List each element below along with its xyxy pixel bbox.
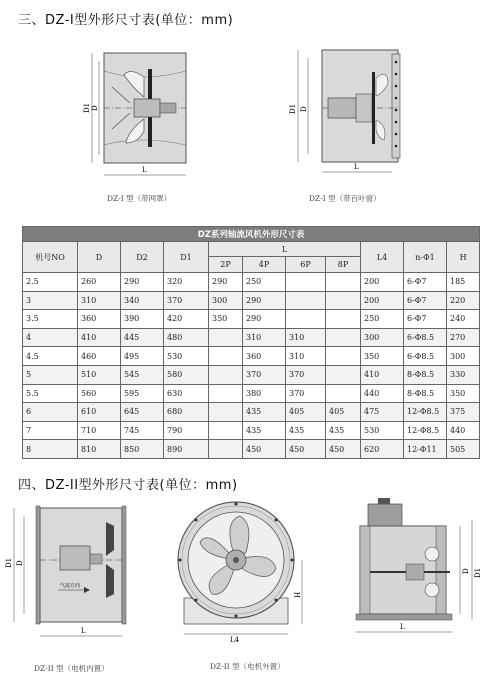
table-cell (326, 310, 361, 329)
fig2-dim-d1: D1 (289, 103, 297, 114)
table-cell: 270 (447, 328, 480, 347)
table-cell: 580 (164, 365, 209, 384)
table-cell: 435 (243, 403, 286, 422)
table-cell (209, 403, 243, 422)
fig2-dim-d: D (300, 106, 308, 112)
table-row (23, 440, 480, 459)
col-header-d1: D1 (164, 242, 209, 273)
table-cell: 6-Φ7 (404, 310, 447, 329)
table-cell: 370 (164, 291, 209, 310)
table-cell (326, 384, 361, 403)
table-cell: 5 (23, 365, 78, 384)
table-cell: 12-Φ8.5 (404, 403, 447, 422)
table-cell (326, 291, 361, 310)
table-cell: 290 (243, 310, 286, 329)
table-cell: 445 (121, 328, 164, 347)
table-cell: 630 (164, 384, 209, 403)
table-cell (326, 347, 361, 366)
table-cell: 360 (78, 310, 121, 329)
table-cell (209, 421, 243, 440)
table-cell: 450 (243, 440, 286, 459)
table-cell: 350 (361, 347, 404, 366)
table-cell: 360 (243, 347, 286, 366)
table-cell: 350 (447, 384, 480, 403)
table-row (23, 421, 480, 440)
table-cell: 250 (243, 273, 286, 292)
table-cell: 460 (78, 347, 121, 366)
table-cell: 6-Φ7 (404, 291, 447, 310)
table-cell: 530 (361, 421, 404, 440)
table-cell: 310 (286, 328, 326, 347)
col-header-h: H (447, 242, 480, 273)
section-heading-dz2: 四、DZ-II型外形尺寸表(单位：mm) (18, 478, 238, 493)
table-row (23, 403, 480, 422)
table-title: DZ系列轴流风机外形尺寸表 (23, 227, 480, 242)
col-header-l: L (209, 242, 361, 257)
col-header-6p: 6P (286, 257, 326, 273)
table-cell: 7 (23, 421, 78, 440)
fig1-caption: DZ-I 型（带网罩） (107, 194, 172, 203)
section-heading-dz1: 三、DZ-I型外形尺寸表(单位：mm) (18, 13, 234, 28)
table-cell: 850 (121, 440, 164, 459)
fig4-caption: DZ-II 型（电机外置） (210, 662, 285, 671)
table-cell: 4.5 (23, 347, 78, 366)
table-cell: 300 (447, 347, 480, 366)
fig3-dim-d1: D1 (5, 557, 13, 568)
table-cell: 530 (164, 347, 209, 366)
airflow-label: 气流方向 (60, 583, 81, 589)
figure-dz1-louver (284, 44, 414, 184)
table-cell: 405 (286, 403, 326, 422)
table-cell: 405 (326, 403, 361, 422)
fig3-dim-d: D (16, 560, 24, 566)
fig1-dim-d: D (91, 105, 99, 111)
fig5-dim-l: L (400, 623, 405, 631)
table-row (23, 365, 480, 384)
figure-dz2-side (342, 494, 492, 644)
table-cell: 8-Φ8.5 (404, 384, 447, 403)
table-cell: 300 (361, 328, 404, 347)
table-cell: 410 (78, 328, 121, 347)
table-cell: 410 (361, 365, 404, 384)
table-cell: 12-Φ11 (404, 440, 447, 459)
table-cell: 185 (447, 273, 480, 292)
fig5-dim-d1: D1 (474, 567, 482, 578)
table-cell: 300 (209, 291, 243, 310)
table-cell: 435 (243, 421, 286, 440)
table-cell: 560 (78, 384, 121, 403)
fig3-dim-l: L (81, 627, 86, 635)
table-cell: 340 (121, 291, 164, 310)
fig2-caption: DZ-I 型（带百叶窗） (309, 194, 381, 203)
fig1-dim-d1: D1 (83, 102, 91, 113)
table-cell (209, 365, 243, 384)
table-cell (209, 347, 243, 366)
table-cell: 420 (164, 310, 209, 329)
table-row (23, 347, 480, 366)
table-cell: 6-Φ7 (404, 273, 447, 292)
table-cell: 710 (78, 421, 121, 440)
table-cell: 390 (121, 310, 164, 329)
table-cell: 435 (286, 421, 326, 440)
table-cell: 610 (78, 403, 121, 422)
table-row (23, 310, 480, 329)
figure-dz2-front (170, 494, 330, 654)
figure-dz2-internal (2, 498, 142, 658)
table-cell: 440 (447, 421, 480, 440)
col-header-no: 机号NO (23, 242, 78, 273)
col-header-4p: 4P (243, 257, 286, 273)
col-header-2p: 2P (209, 257, 243, 273)
table-cell (286, 291, 326, 310)
table-cell: 310 (243, 328, 286, 347)
table-cell: 370 (286, 365, 326, 384)
table-cell (326, 273, 361, 292)
table-cell (209, 384, 243, 403)
table-cell: 510 (78, 365, 121, 384)
table-cell: 680 (164, 403, 209, 422)
fig4-dim-h: H (294, 591, 302, 598)
col-header-d: D (78, 242, 121, 273)
table-cell: 545 (121, 365, 164, 384)
table-cell: 480 (164, 328, 209, 347)
col-header-l4: L4 (361, 242, 404, 273)
table-cell: 2.5 (23, 273, 78, 292)
table-cell: 790 (164, 421, 209, 440)
table-cell: 6 (23, 403, 78, 422)
table-cell: 745 (121, 421, 164, 440)
table-cell: 3 (23, 291, 78, 310)
table-cell: 4 (23, 328, 78, 347)
table-cell: 290 (209, 273, 243, 292)
table-cell (209, 328, 243, 347)
table-cell: 890 (164, 440, 209, 459)
table-cell (326, 365, 361, 384)
table-cell: 330 (447, 365, 480, 384)
table-cell: 6-Φ8.5 (404, 328, 447, 347)
table-cell: 380 (243, 384, 286, 403)
table-cell: 220 (447, 291, 480, 310)
table-row (23, 291, 480, 310)
table-cell: 320 (164, 273, 209, 292)
table-cell: 595 (121, 384, 164, 403)
fig2-dim-l: L (354, 163, 359, 171)
table-cell: 200 (361, 291, 404, 310)
table-cell: 450 (326, 440, 361, 459)
fig4-dim-l4: L4 (230, 636, 240, 644)
col-header-8p: 8P (326, 257, 361, 273)
table-cell: 620 (361, 440, 404, 459)
table-cell: 12-Φ8.5 (404, 421, 447, 440)
table-cell: 370 (286, 384, 326, 403)
table-cell: 505 (447, 440, 480, 459)
table-cell: 290 (121, 273, 164, 292)
table-cell: 435 (326, 421, 361, 440)
fig1-dim-l: L (142, 166, 147, 174)
table-cell: 450 (286, 440, 326, 459)
table-cell: 250 (361, 310, 404, 329)
table-cell: 495 (121, 347, 164, 366)
table-cell: 350 (209, 310, 243, 329)
table-cell: 260 (78, 273, 121, 292)
fig5-dim-d: D (462, 568, 470, 574)
table-cell: 310 (286, 347, 326, 366)
figure-dz1-guard (82, 47, 202, 192)
col-header-hole: n-Φ1 (404, 242, 447, 273)
table-cell (209, 440, 243, 459)
table-cell (286, 273, 326, 292)
table-row (23, 273, 480, 292)
table-cell (326, 328, 361, 347)
table-cell: 6-Φ8.5 (404, 347, 447, 366)
table-cell: 475 (361, 403, 404, 422)
table-cell: 290 (243, 291, 286, 310)
table-cell: 8-Φ8.5 (404, 365, 447, 384)
table-cell: 240 (447, 310, 480, 329)
table-cell: 645 (121, 403, 164, 422)
table-row (23, 328, 480, 347)
fig3-caption: DZ-II 型（电机内置） (34, 664, 109, 673)
table-cell: 200 (361, 273, 404, 292)
col-header-d2: D2 (121, 242, 164, 273)
dimension-table (22, 226, 480, 459)
table-cell: 3.5 (23, 310, 78, 329)
table-cell: 310 (78, 291, 121, 310)
table-cell: 810 (78, 440, 121, 459)
table-row (23, 384, 480, 403)
table-cell: 375 (447, 403, 480, 422)
table-cell: 440 (361, 384, 404, 403)
table-cell (286, 310, 326, 329)
table-cell: 5.5 (23, 384, 78, 403)
table-cell: 370 (243, 365, 286, 384)
table-cell: 8 (23, 440, 78, 459)
